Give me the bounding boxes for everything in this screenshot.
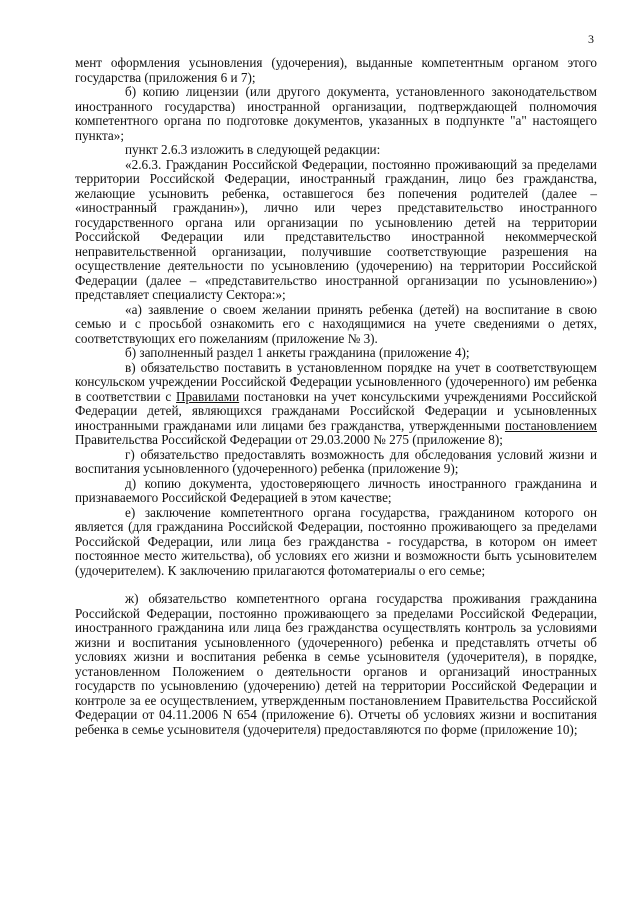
item-v-text-start: в) обязательство поставить в установленном порядке на учет в соответствующем консульском учреждении Российской Федерации усыновленного (удочеренного) им ребенка в соответствии с — [75, 359, 597, 404]
rules-link[interactable]: Правилами — [176, 388, 240, 404]
paragraph-item-v — [75, 361, 597, 448]
resolution-link[interactable]: постановлением — [504, 417, 597, 433]
paragraph-item-a: «а) заявление о своем желании принять ребенка (детей) на воспитание в свою семью и с просьбой ознакомить его с находящимися на учете сведениями о детях, соответствующих его пожеланиям (приложение № 3). — [75, 301, 597, 346]
paragraph-item-zh: ж) обязательство компетентного органа государства проживания гражданина Российской Федерации, постоянно проживающего за пределами Российской Федерации, иностранного гражданина или лица без гражданства осуществлять контроль за условиями жизни и воспитания усыновленного (удочеренного) ребенка и представлять отчеты об условиях жизни и воспитания ребенка в семье усыновителя (удочерителя), в порядке, установленном Положением о деятельности органов и организаций иностранных государств по усыновлению (удочерению) детей на территории Российской Федерации и контроле за ее осуществлением, утвержденным постановлением Правительства Российской Федерации от 04.11.2006 N 654 (приложение 6). Отчеты об условиях жизни и воспитания ребенка в семье усыновителя (удочерителя) предоставляются по форме (приложение 10); — [75, 591, 597, 737]
item-v-text-middle: постановки на учет консульскими учреждениями Российской Федерации детей, являющихся гражданами Российской Федерации и усыновленных иностранными гражданами или лицами без гражданства, утвержденными — [75, 388, 597, 433]
paragraph-license-copy: б) копию лицензии (или другого документа, установленного законодательством иностранного государства) иностранной организации, подтверждающей полномочия компетентного органа по подготовке документов, указанных в подпункте "а" настоящего пункта»; — [75, 84, 597, 143]
page-number: 3 — [588, 32, 594, 46]
paragraph-amendment-intro: пункт 2.6.3 изложить в следующей редакции: — [125, 142, 381, 157]
document-body — [75, 56, 597, 737]
paragraph-item-e: е) заключение компетентного органа государства, гражданином которого он является (для гражданина Российской Федерации, постоянно проживающего за пределами Российской Федерации, или лица без гражданства - государства, в котором он имеет постоянное место жительства), об условиях его жизни и возможности быть усыновителем (удочерителем). К заключению прилагаются фотоматериалы о его семье; — [75, 504, 597, 578]
paragraph-item-d: д) копию документа, удостоверяющего личность иностранного гражданина и признаваемого Российской Федерацией в этом качестве; — [75, 475, 597, 505]
paragraph-item-g: г) обязательство предоставлять возможность для обследования условий жизни и воспитания усыновленного (удочеренного) ребенка (приложение 9); — [75, 446, 597, 476]
paragraph-item-b: б) заполненный раздел 1 анкеты гражданина (приложение 4); — [125, 345, 470, 360]
paragraph-continuation: мент оформления усыновления (удочерения), выданные компетентным органом этого государства (приложения 6 и 7); — [75, 55, 597, 85]
paragraph-clause-2-6-3: «2.6.3. Гражданин Российской Федерации, постоянно проживающий за пределами территории Российской Федерации, иностранный гражданин, лицо без гражданства, желающие усыновить ребенка, оставшегося без попечения родителей (далее – «иностранный гражданин»), лично или через представительство иностранного государственного органа или организации по усыновлению детей на территории Российской Федерации или представительство иностранной некоммерческой неправительственной организации, получившие соответствующие разрешения на осуществление деятельности по усыновлению (удочерению) на территории Российской Федерации (далее – «представительство иностранной организации по усыновлению») представляет специалисту Сектора:»; — [75, 156, 597, 302]
item-v-text-end: Правительства Российской Федерации от 29.03.2000 № 275 (приложение 8); — [75, 432, 503, 447]
